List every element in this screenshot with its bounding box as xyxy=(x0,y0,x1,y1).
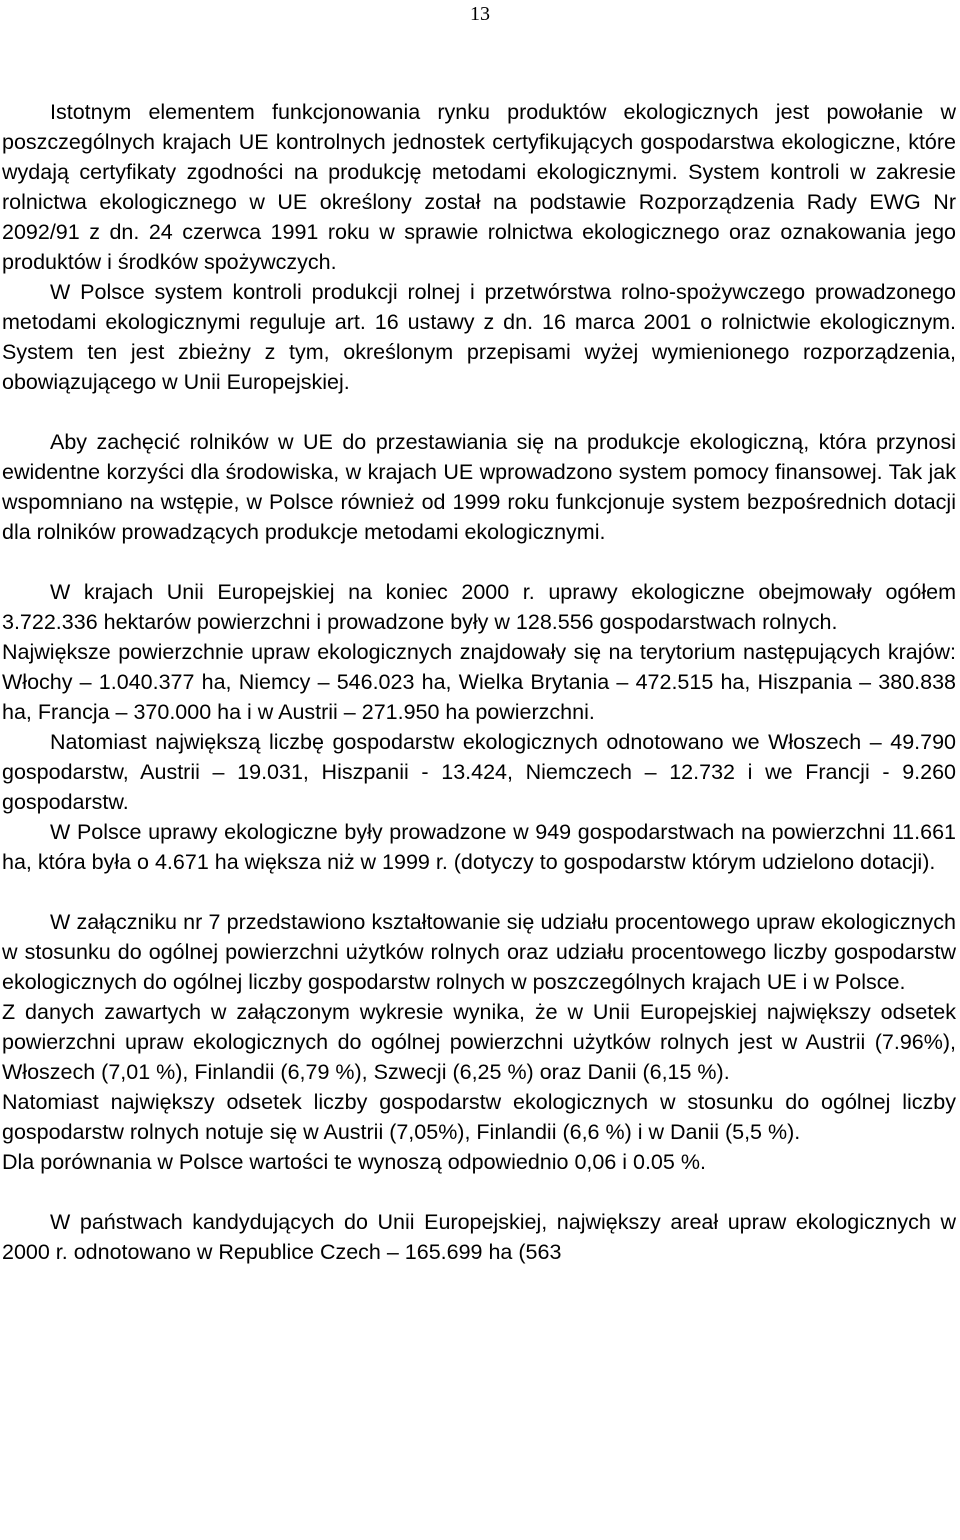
paragraph-largest-farm-counts: Natomiast największą liczbę gospodarstw ekologicznych odnotowano we Włoszech – 49.790 gospodarstw, Austrii – 19.031, Hiszpanii - 13.424, Niemczech – 12.732 i we Francji - 9.260 gospodarstw. xyxy=(2,730,956,814)
paragraph-candidate-countries: W państwach kandydujących do Unii Europejskiej, największy areał upraw ekologicznych w 2000 r. odnotowano w Republice Czech – 165.699 ha (563 xyxy=(2,1210,956,1264)
paragraph-annex-7: W załączniku nr 7 przedstawiono kształtowanie się udziału procentowego upraw ekologicznych w stosunku do ogólnej powierzchni użytków rolnych oraz udziału procentowego liczby gospodarstw ekologicznych do ogólnej liczby gospodarstw rolnych w poszczególnych krajach UE i w Polsce. xyxy=(2,910,956,994)
document-body xyxy=(2,97,956,1267)
page-number: 13 xyxy=(470,3,490,25)
paragraph-certification-intro: Istotnym elementem funkcjonowania rynku produktów ekologicznych jest powołanie w poszczególnych krajach UE kontrolnych jednostek certyfikujących gospodarstwa ekologiczne, które wydają certyfikaty zgodności na produkcję metodami ekologicznymi. System kontroli w zakresie rolnictwa ekologicznego w UE określony został na podstawie Rozporządzenia Rady EWG Nr 2092/91 z dn. 24 czerwca 1991 roku w sprawie rolnictwa ekologicznego oraz oznakowania jego produktów i środków spożywczych. xyxy=(2,100,956,274)
paragraph-poland-comparison: Dla porównania w Polsce wartości te wynoszą odpowiednio 0,06 i 0.05 %. xyxy=(2,1150,706,1174)
paragraph-area-share: Z danych zawartych w załączonym wykresie wynika, że w Unii Europejskiej największy odsetek powierzchni upraw ekologicznych do ogólnej powierzchni użytków rolnych jest w Austrii (7.96%), Włoszech (7,01 %), Finlandii (6,79 %), Szwecji (6,25 %) oraz Danii (6,15 %). xyxy=(2,1000,956,1084)
paragraph-eu-totals-2000: W krajach Unii Europejskiej na koniec 2000 r. uprawy ekologiczne obejmowały ogółem 3.722.336 hektarów powierzchni i prowadzone były w 128.556 gospodarstwach rolnych. xyxy=(2,580,956,634)
paragraph-financial-support: Aby zachęcić rolników w UE do przestawiania się na produkcje ekologiczną, która przynosi ewidentne korzyści dla środowiska, w krajach UE wprowadzono system pomocy finansowej. Tak jak wspomniano na wstępie, w Polsce również od 1999 roku funkcjonuje system bezpośrednich dotacji dla rolników prowadzących produkcje metodami ekologicznymi. xyxy=(2,430,956,544)
paragraph-farm-share: Natomiast największy odsetek liczby gospodarstw ekologicznych w stosunku do ogólnej liczby gospodarstw rolnych notuje się w Austrii (7,05%), Finlandii (6,6 %) i w Danii (5,5 %). xyxy=(2,1090,956,1144)
paragraph-poland-figures: W Polsce uprawy ekologiczne były prowadzone w 949 gospodarstwach na powierzchni 11.661 ha, która była o 4.671 ha większa niż w 1999 r. (dotyczy to gospodarstw którym udzielono dotacji). xyxy=(2,820,956,874)
paragraph-polish-control-system: W Polsce system kontroli produkcji rolnej i przetwórstwa rolno-spożywczego prowadzonego metodami ekologicznymi reguluje art. 16 ustawy z dn. 16 marca 2001 o rolnictwie ekologicznym. System ten jest zbieżny z tym, określonym przepisami wyżej wymienionego rozporządzenia, obowiązującego w Unii Europejskiej. xyxy=(2,280,956,394)
paragraph-largest-areas: Największe powierzchnie upraw ekologicznych znajdowały się na terytorium następujących krajów: Włochy – 1.040.377 ha, Niemcy – 546.023 ha, Wielka Brytania – 472.515 ha, Hiszpania – 380.838 ha, Francja – 370.000 ha i w Austrii – 271.950 ha powierzchni. xyxy=(2,640,956,724)
